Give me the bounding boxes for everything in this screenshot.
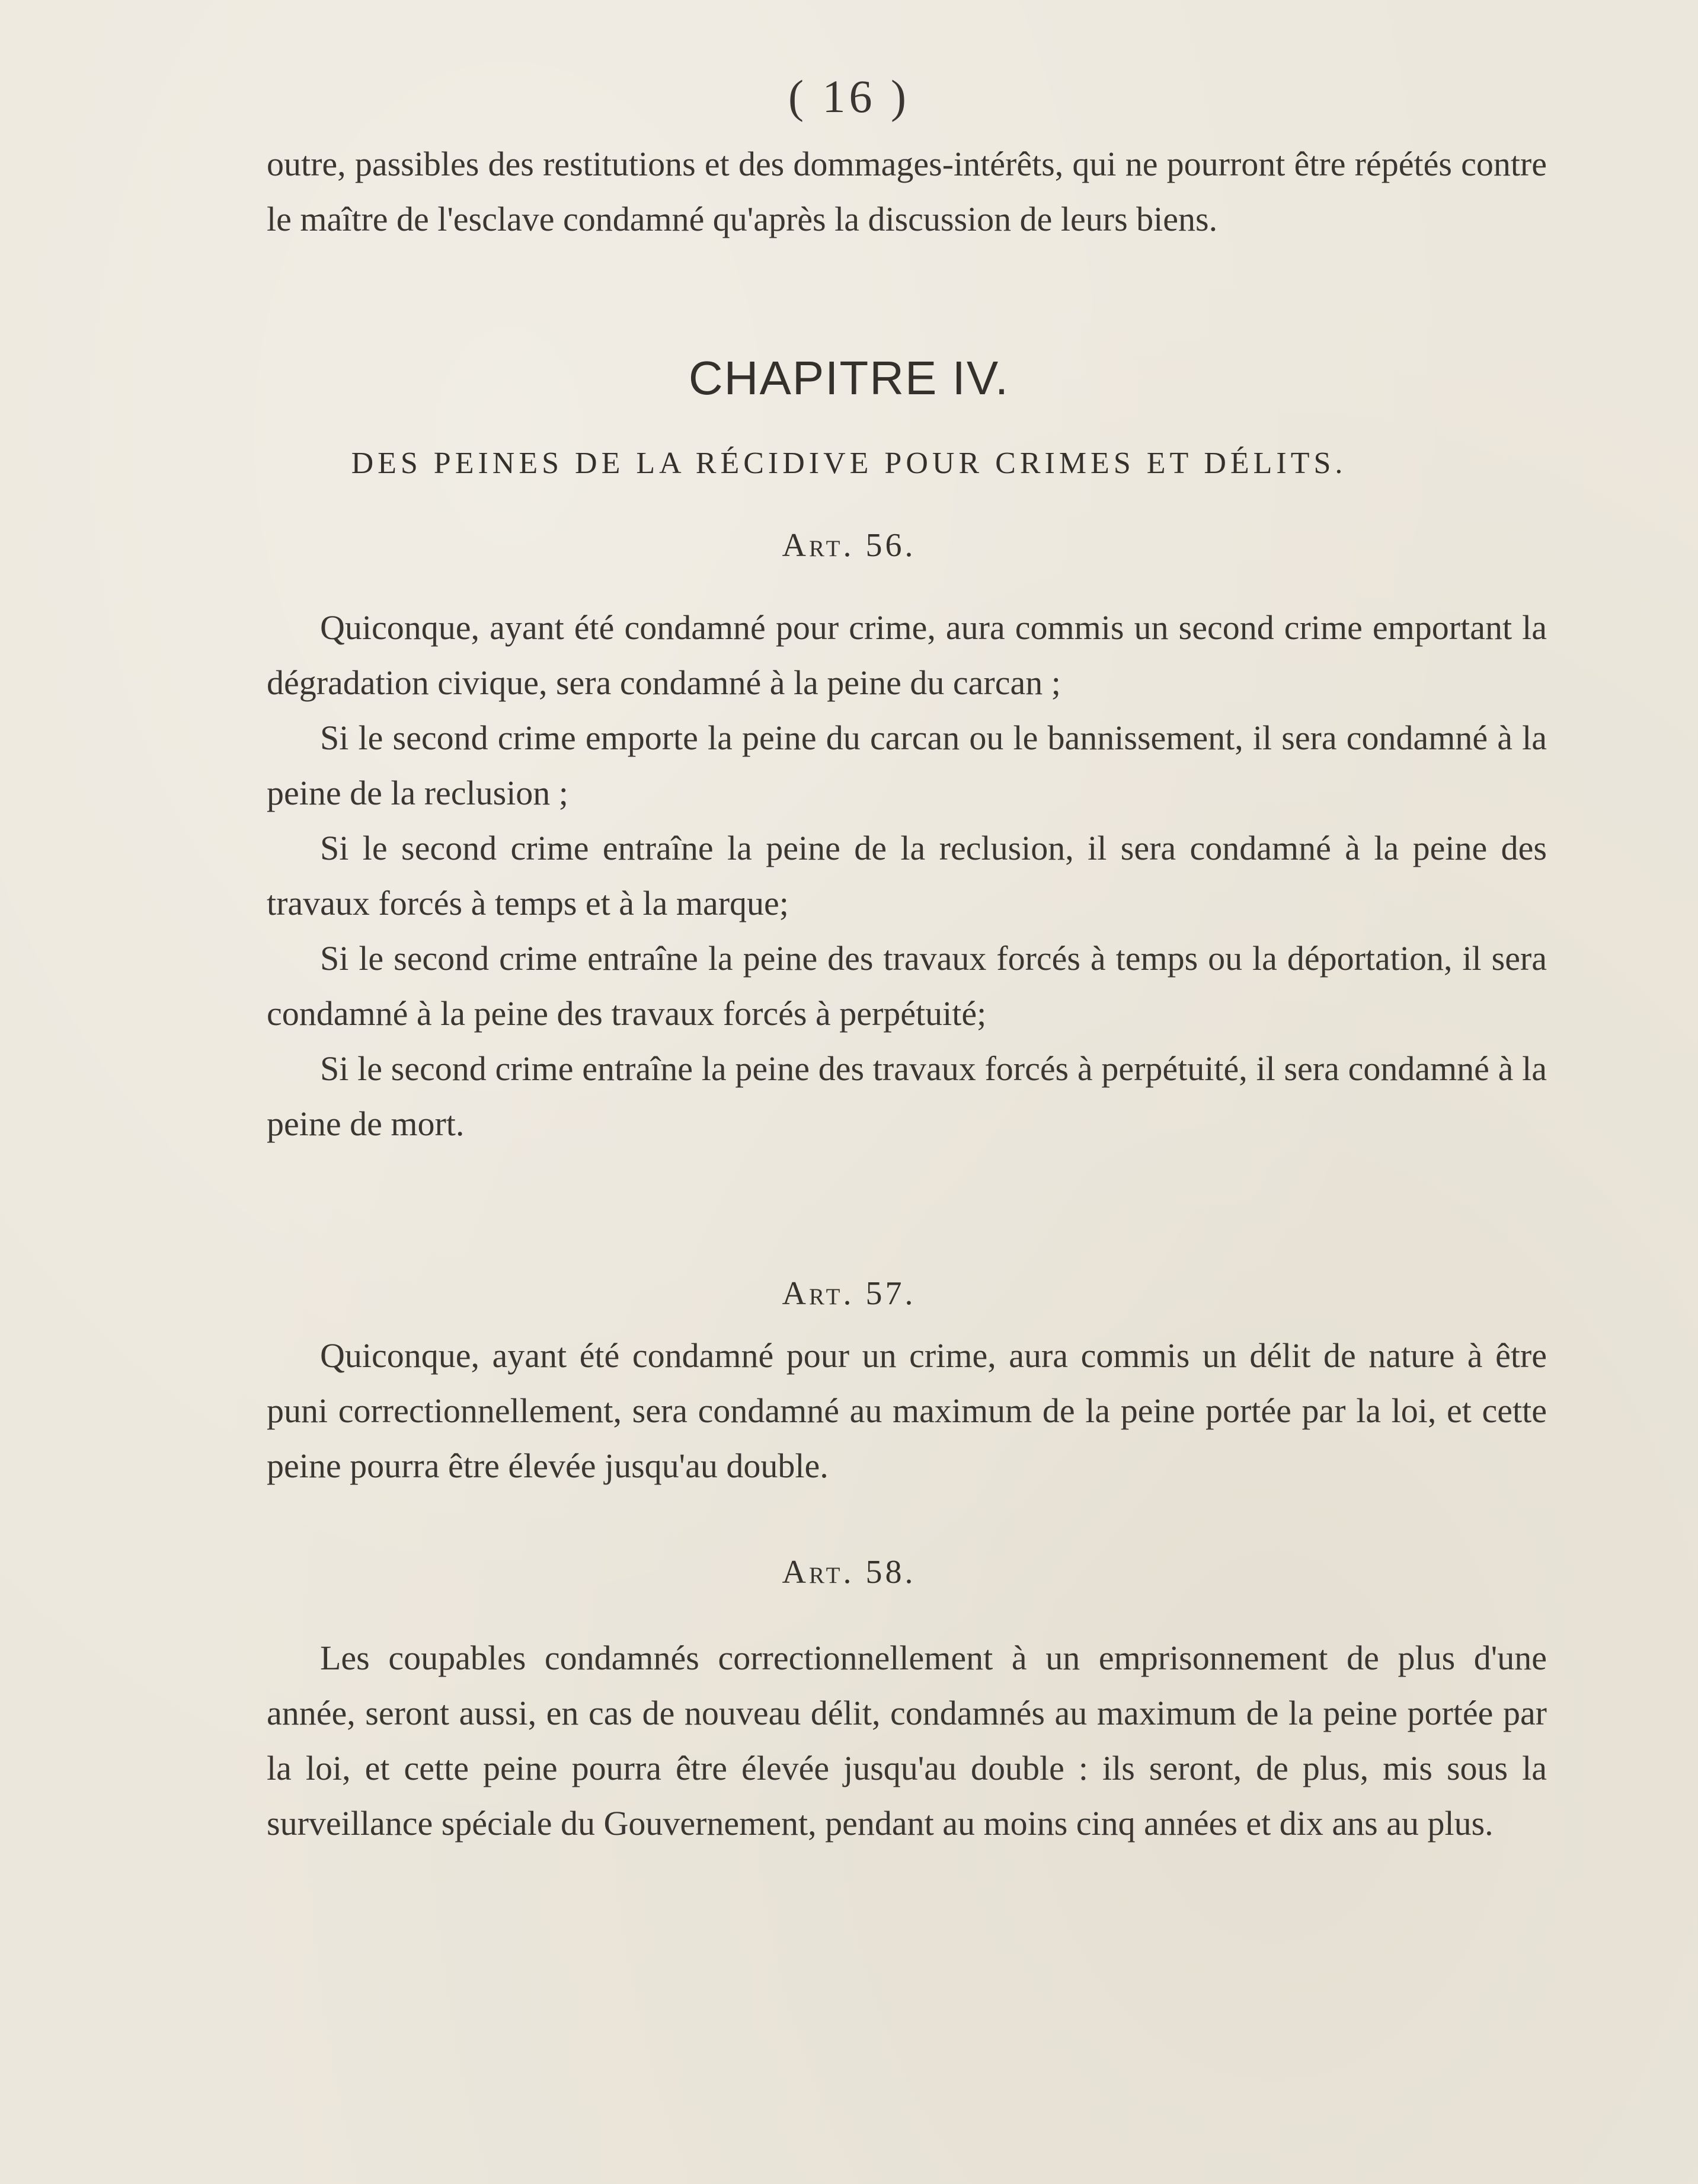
article-56-paragraph-1: Quiconque, ayant été condamné pour crime, aura commis un second crime emportant la dégradation civique, sera condamné à la peine du carcan ; — [267, 608, 1547, 702]
article-57-heading: Art. 57. — [782, 1275, 916, 1312]
chapter-subtitle: DES PEINES DE LA RÉCIDIVE POUR CRIMES ET DÉLITS. — [351, 446, 1347, 480]
article-56-paragraph-2: Si le second crime emporte la peine du carcan ou le bannissement, il sera condamné à la peine de la reclusion ; — [267, 719, 1547, 812]
article-57-body — [267, 1328, 1547, 1493]
article-58-body — [267, 1630, 1547, 1851]
intro-block — [267, 136, 1547, 247]
article-57-paragraph-1: Quiconque, ayant été condamné pour un crime, aura commis un délit de nature à être puni correctionnellement, sera condamné au maximum de la peine portée par la loi, et cette peine pourra être élevée jusqu'au double. — [267, 1336, 1547, 1485]
article-56-paragraph-3: Si le second crime entraîne la peine de la reclusion, il sera condamné à la peine des travaux forcés à temps et à la marque; — [267, 829, 1547, 922]
article-56-paragraph-5: Si le second crime entraîne la peine des travaux forcés à perpétuité, il sera condamné à la peine de mort. — [267, 1049, 1547, 1143]
page-number: ( 16 ) — [788, 71, 910, 122]
chapter-title: CHAPITRE IV. — [688, 352, 1010, 404]
article-56-paragraph-4: Si le second crime entraîne la peine des travaux forcés à temps ou la déportation, il sera condamné à la peine des travaux forcés à perpétuité; — [267, 939, 1547, 1033]
article-58-paragraph-1: Les coupables condamnés correctionnellement à un emprisonnement de plus d'une année, seront aussi, en cas de nouveau délit, condamnés au maximum de la peine portée par la loi, et cette peine pourra être élevée jusqu'au double : ils seront, de plus, mis sous la surveillance spéciale du Gouvernement, pendant au moins cinq années et dix ans au plus. — [267, 1639, 1547, 1843]
article-56-heading: Art. 56. — [782, 527, 916, 564]
article-56-body — [267, 600, 1547, 1151]
intro-paragraph: outre, passibles des restitutions et des dommages-intérêts, qui ne pourront être répétés contre le maître de l'esclave condamné qu'après la discussion de leurs biens. — [267, 145, 1547, 238]
article-58-heading: Art. 58. — [782, 1554, 916, 1591]
